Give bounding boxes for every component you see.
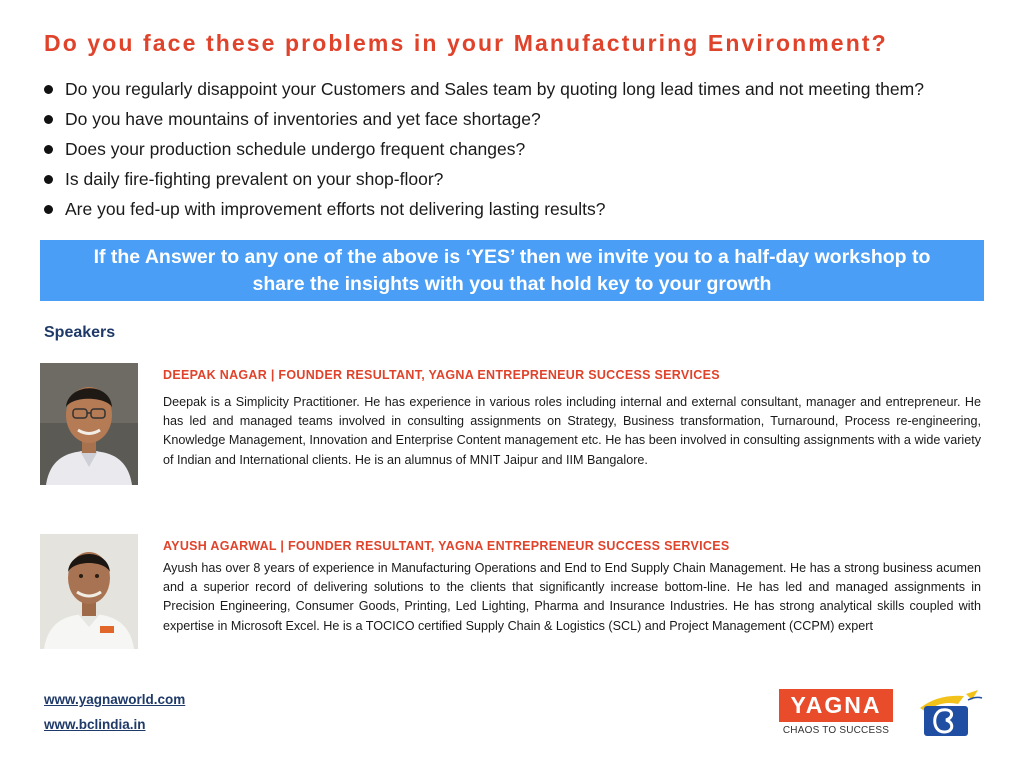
banner-line-2: share the insights with you that hold key to your growth <box>252 273 772 295</box>
bullet-text: Does your production schedule undergo frequent changes? <box>65 138 526 159</box>
banner-line-1: If the Answer to any one of the above is ‘YES’ then we invite you to a half-day workshop to <box>93 246 931 268</box>
yagna-logo-text: YAGNA <box>779 689 893 722</box>
bclindia-link[interactable]: www.bclindia.in <box>44 717 146 732</box>
speaker-name-deepak: DEEPAK NAGAR | FOUNDER RESULTANT, YAGNA ENTREPRENEUR SUCCESS SERVICES <box>163 368 720 382</box>
speaker-photo-deepak <box>40 363 138 485</box>
yagna-logo <box>779 689 893 736</box>
bullet-icon <box>44 85 53 94</box>
speaker-photo-ayush <box>40 534 138 649</box>
bullet-icon <box>44 175 53 184</box>
list-item <box>44 104 1004 134</box>
bullet-text: Is daily fire-fighting prevalent on your shop-floor? <box>65 168 444 189</box>
list-item <box>44 134 1004 164</box>
bullet-icon <box>44 205 53 214</box>
yagnaworld-link[interactable]: www.yagnaworld.com <box>44 692 186 707</box>
problem-list <box>44 74 1004 224</box>
invitation-banner <box>40 240 984 301</box>
speaker-bio-ayush: Ayush has over 8 years of experience in Manufacturing Operations and End to End Supply Chain Management. He has a strong business acumen and a superior record of delivering solutions to the clients that significantly increase bottom-line. He has led and managed assignments in Precision Engineering, Consumer Goods, Printing, Led Lighting, Pharma and Insurance Industries. He has strong analytical skills coupled with expertise in Microsoft Excel. He is a TOCICO certified Supply Chain & Logistics (SCL) and Project Management (CCPM) expert <box>163 561 981 633</box>
bullet-text: Do you have mountains of inventories and yet face shortage? <box>65 108 541 129</box>
list-item <box>44 194 1004 224</box>
speakers-heading: Speakers <box>44 324 116 341</box>
speaker-name-ayush: AYUSH AGARWAL | FOUNDER RESULTANT, YAGNA ENTREPRENEUR SUCCESS SERVICES <box>163 539 730 553</box>
bullet-text: Do you regularly disappoint your Customers and Sales team by quoting long lead times and not meeting them? <box>65 78 924 99</box>
page-title: Do you face these problems in your Manufacturing Environment? <box>44 30 888 56</box>
bullet-icon <box>44 115 53 124</box>
bullet-icon <box>44 145 53 154</box>
list-item <box>44 74 1004 104</box>
speaker-bio-deepak: Deepak is a Simplicity Practitioner. He has experience in various roles including internal and external consultant, manager and entrepreneur. He has led and managed teams involved in consulting assignments on Strategy, Business transformation, Turnaround, Process re-engineering, Knowledge Management, Innovation and Enterprise Content management etc. He has been involved in consulting assignments with a wide variety of Indian and International clients. He is an alumnus of MNIT Jaipur and IIM Bangalore. <box>163 395 981 467</box>
yagna-tagline: CHAOS TO SUCCESS <box>782 725 890 736</box>
bullet-text: Are you fed-up with improvement efforts not delivering lasting results? <box>65 198 606 219</box>
list-item <box>44 164 1004 194</box>
bcl-logo <box>918 688 984 738</box>
